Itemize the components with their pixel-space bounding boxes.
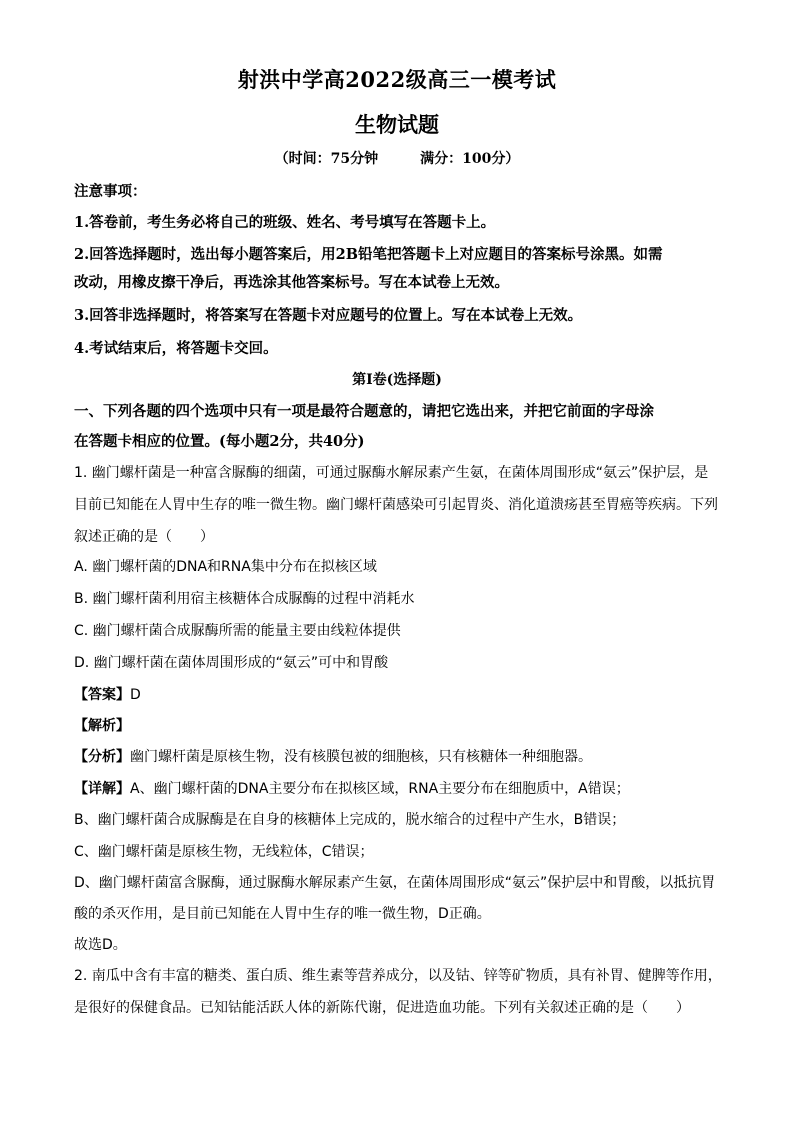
q1-stem-line-2: 目前已知能在人胃中生存的唯一微生物。幽门螺杆菌感染可引起胃炎、消化道溃疡甚至胃癌等疾病。下列 <box>74 497 718 513</box>
section-heading: 第Ⅰ卷(选择题) <box>352 372 442 388</box>
q1-analysis <box>74 719 130 733</box>
q1-stem-line-1: 1. 幽门螺杆菌是一种富含脲酶的细菌，可通过脲酶水解尿素产生氨，在菌体周围形成“氨云”保护层，是 <box>74 465 709 481</box>
fenxi-label: 【分析】 <box>74 749 130 765</box>
q1-option-b: B. 幽门螺杆菌利用宿主核糖体合成脲酶的过程中消耗水 <box>74 591 415 607</box>
q1-conclusion: 故选D。 <box>74 937 127 953</box>
notice-heading: 注意事项： <box>74 183 147 200</box>
q1-xiangjie-line-1 <box>74 782 630 796</box>
time-limit: （时间：75分钟 <box>274 151 379 167</box>
answer-value: D <box>130 687 141 703</box>
notice-item-4: 4.考试结束后，将答题卡交回。 <box>74 340 278 357</box>
exam-title: 射洪中学高2022级高三一模考试 <box>237 67 557 92</box>
exam-subtitle: 生物试题 <box>355 112 439 137</box>
q1-option-a: A. 幽门螺杆菌的DNA和RNA集中分布在拟核区域 <box>74 559 377 575</box>
q1-answer <box>74 688 141 702</box>
section-instruction-line-1: 一、下列各题的四个选项中只有一项是最符合题意的，请把它选出来，并把它前面的字母涂 <box>74 403 654 420</box>
notice-item-2: 2.回答选择题时，选出每小题答案后，用2B铅笔把答题卡上对应题目的答案标号涂黑。如需 <box>74 246 663 263</box>
q1-xiangjie-line-3: C、幽门螺杆菌是原核生物，无线粒体，C错误； <box>74 844 374 860</box>
notice-item-2-cont: 改动，用橡皮擦干净后，再选涂其他答案标号。写在本试卷上无效。 <box>74 274 509 291</box>
q2-stem-line-1: 2. 南瓜中含有丰富的糖类、蛋白质、维生素等营养成分，以及钴、锌等矿物质，具有补胃、健脾等作用， <box>74 968 722 984</box>
q1-fenxi <box>74 750 592 764</box>
xiangjie-text-1: A、幽门螺杆菌的DNA主要分布在拟核区域，RNA主要分布在细胞质中，A错误； <box>130 781 630 797</box>
fenxi-text: 幽门螺杆菌是原核生物，没有核膜包被的细胞核，只有核糖体一种细胞器。 <box>130 749 592 765</box>
notice-item-3: 3.回答非选择题时，将答案写在答题卡对应题号的位置上。写在本试卷上无效。 <box>74 307 583 324</box>
notice-item-1: 1.答卷前，考生务必将自己的班级、姓名、考号填写在答题卡上。 <box>74 214 496 231</box>
analysis-label: 【解析】 <box>74 718 130 734</box>
time-score-line <box>0 152 794 166</box>
answer-label: 【答案】 <box>74 687 130 703</box>
section-instruction-line-2: 在答题卡相应的位置。(每小题2分，共40分) <box>74 433 365 450</box>
q1-option-d: D. 幽门螺杆菌在菌体周围形成的“氨云”可中和胃酸 <box>74 655 389 671</box>
q1-option-c: C. 幽门螺杆菌合成脲酶所需的能量主要由线粒体提供 <box>74 623 401 639</box>
q2-stem-line-2: 是很好的保健食品。已知钴能活跃人体的新陈代谢，促进造血功能。下列有关叙述正确的是（ ） <box>74 1000 690 1016</box>
q1-xiangjie-line-4: D、幽门螺杆菌富含脲酶，通过脲酶水解尿素产生氨，在菌体周围形成“氨云”保护层中和胃酸，以抵抗胃 <box>74 875 716 891</box>
total-score: 满分：100分） <box>420 151 520 167</box>
q1-xiangjie-line-2: B、幽门螺杆菌合成脲酶是在自身的核糖体上完成的，脱水缩合的过程中产生水，B错误； <box>74 812 626 828</box>
q1-xiangjie-line-5: 酸的杀灭作用，是目前已知能在人胃中生存的唯一微生物，D正确。 <box>74 906 491 922</box>
q1-stem-line-3: 叙述正确的是（ ） <box>74 529 214 545</box>
xiangjie-label: 【详解】 <box>74 781 130 797</box>
